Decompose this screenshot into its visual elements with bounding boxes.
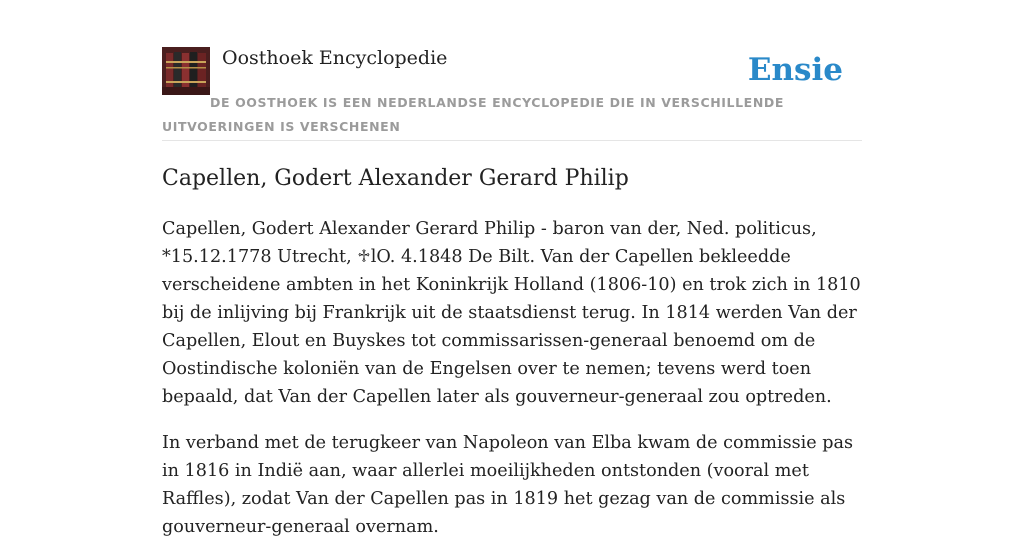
encyclopedia-books-icon xyxy=(162,47,210,95)
site-tagline: DE OOSTHOEK IS EEN NEDERLANDSE ENCYCLOPEDIE DIE IN VERSCHILLENDE UITVOERINGEN IS VERSCHENEN xyxy=(162,95,784,134)
article-paragraph: In verband met de terugkeer van Napoleon van Elba kwam de commissie pas in 1816 in Indië aan, waar allerlei moeilijkheden ontstonden (vooral met Raffles), zodat Van der Capellen pas in 1819 het gezag van de commissie als gouverneur-generaal overnam. xyxy=(162,433,854,537)
article-body xyxy=(162,215,862,541)
site-header xyxy=(162,46,862,141)
article xyxy=(162,160,862,559)
article-paragraph: Capellen, Godert Alexander Gerard Philip - baron van der, Ned. politicus, *15.12.1778 Utrecht, ♱lO. 4.1848 De Bilt. Van der Capellen bekleedde verscheidene ambten in het Koninkrijk Holland (1806-10) en trok zich in 1810 bij de inlijving bij Frankrijk uit de staatsdienst terug. In 1814 werden Van der Capellen, Elout en Buyskes tot commissarissen-generaal benoemd om de Oostindische koloniën van de Engelsen over te nemen; tevens werd toen bepaald, dat Van der Capellen later als gouverneur-generaal zou optreden. xyxy=(162,219,861,407)
article-title: Capellen, Godert Alexander Gerard Philip xyxy=(162,166,629,191)
brand-logo-link[interactable]: Ensie xyxy=(747,52,843,88)
site-title[interactable]: Oosthoek Encyclopedie xyxy=(222,47,448,69)
site-avatar[interactable] xyxy=(162,47,210,95)
